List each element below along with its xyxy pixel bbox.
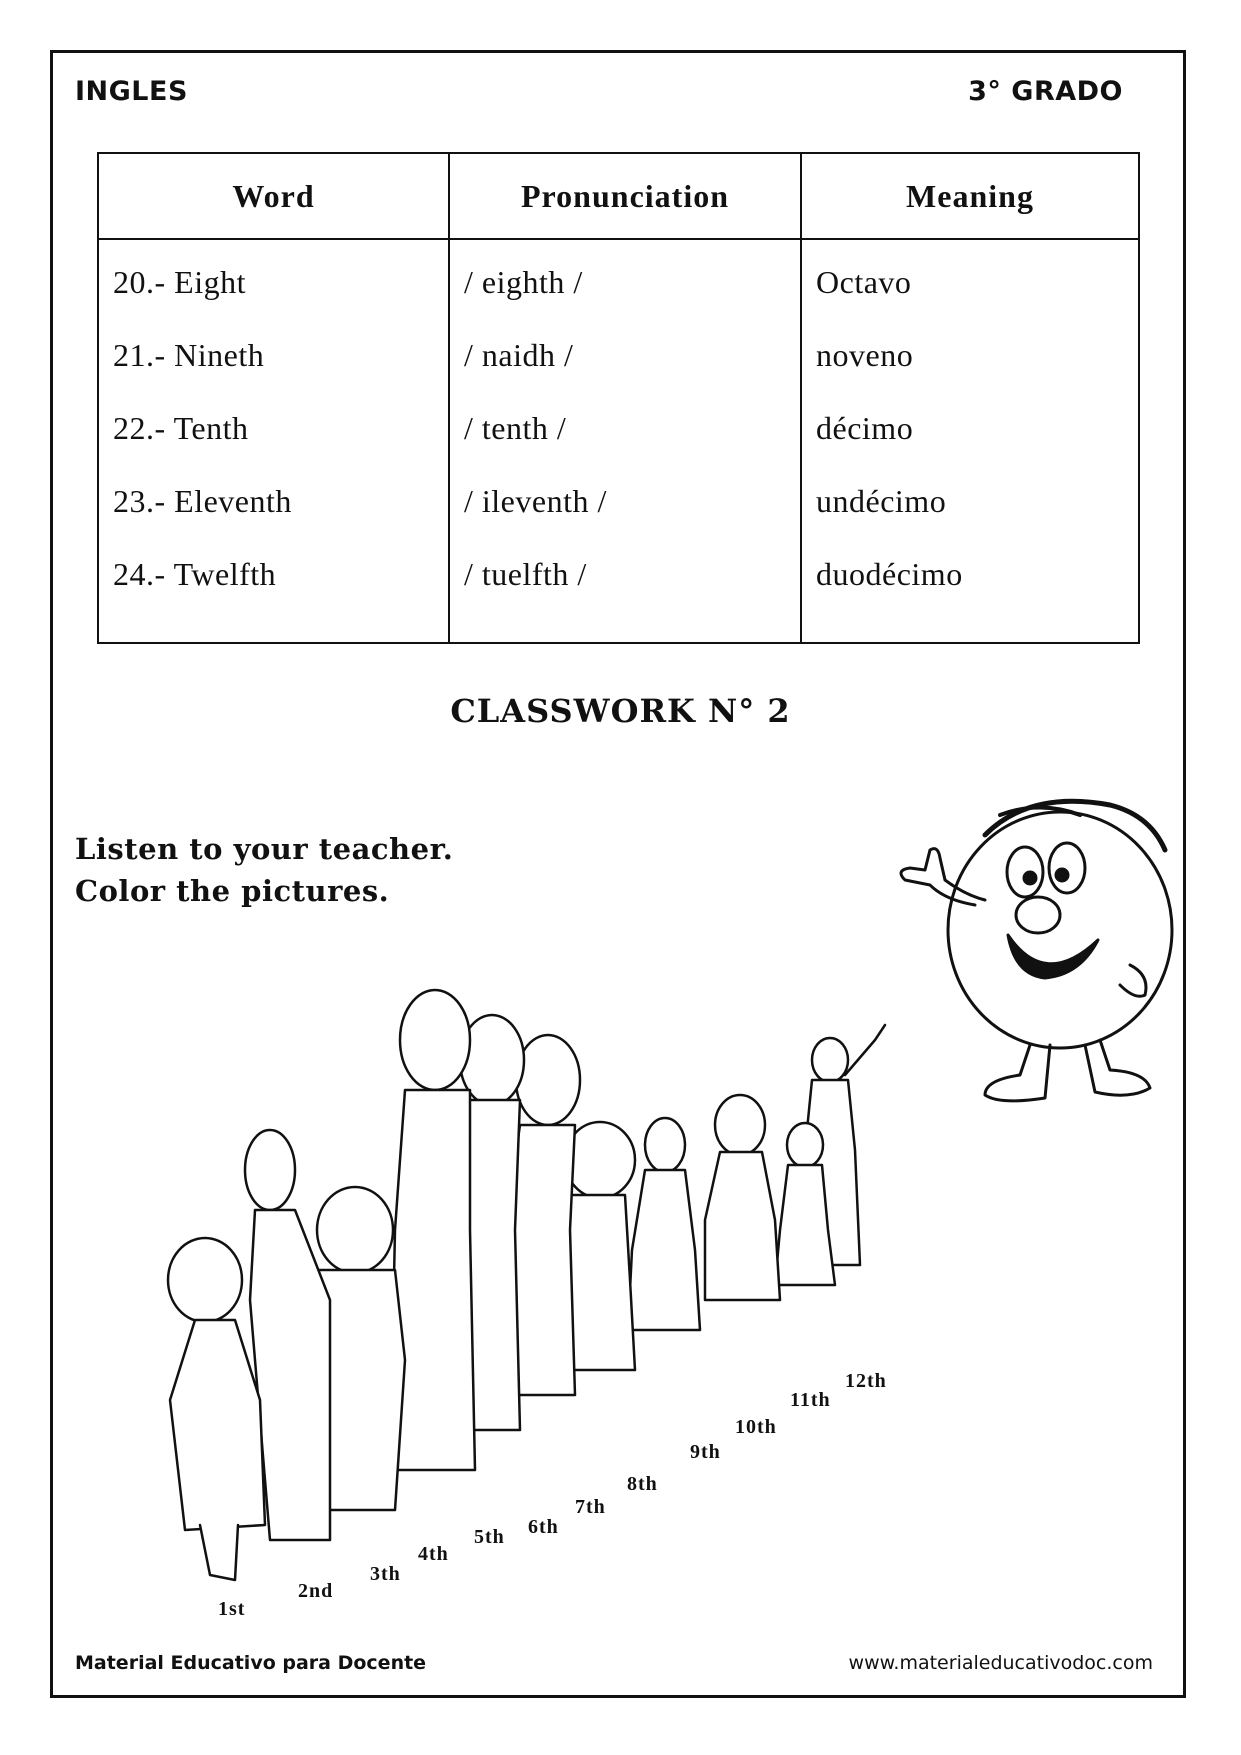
ordinal-label: 10th	[735, 1416, 777, 1438]
ordinal-label: 5th	[474, 1526, 505, 1548]
pronunciation-cell: / eighth /	[464, 264, 583, 300]
column-header-pronunciation: Pronunciation	[449, 153, 801, 239]
subject-label: INGLES	[75, 76, 188, 107]
meaning-cell: noveno	[816, 337, 914, 373]
grade-label: 3° GRADO	[968, 76, 1123, 107]
word-cell: 22.- Tenth	[113, 410, 249, 446]
footer-publisher: Material Educativo para Docente	[75, 1652, 427, 1674]
cartoon-mascot-illustration	[901, 801, 1172, 1101]
ordinal-label: 12th	[845, 1370, 887, 1392]
ordinal-label: 6th	[528, 1516, 559, 1538]
column-header-word: Word	[98, 153, 449, 239]
meaning-cell: décimo	[816, 410, 914, 446]
ordinal-label: 1st	[218, 1598, 246, 1620]
children-line-illustration	[168, 990, 885, 1580]
ordinal-label: 4th	[418, 1543, 449, 1565]
word-cell: 20.- Eight	[113, 264, 246, 300]
word-cell: 24.- Twelfth	[113, 556, 277, 592]
column-header-meaning: Meaning	[801, 153, 1139, 239]
ordinal-label: 2nd	[298, 1580, 334, 1602]
pronunciation-cell: / tuelfth /	[464, 556, 587, 592]
ordinal-label: 9th	[690, 1441, 721, 1463]
instruction-line: Color the pictures.	[75, 874, 390, 908]
word-cell: 23.- Eleventh	[113, 483, 292, 519]
meaning-cell: undécimo	[816, 483, 947, 519]
pronunciation-cell: / naidh /	[464, 337, 574, 373]
meaning-cell: duodécimo	[816, 556, 963, 592]
ordinal-label: 11th	[790, 1389, 831, 1411]
word-cell: 21.- Nineth	[113, 337, 265, 373]
classwork-title: CLASSWORK N° 2	[450, 692, 791, 730]
pronunciation-cell: / ileventh /	[464, 483, 607, 519]
instruction-line: Listen to your teacher.	[75, 832, 454, 866]
ordinal-label: 3th	[370, 1563, 401, 1585]
meaning-cell: Octavo	[816, 264, 912, 300]
pronunciation-cell: / tenth /	[464, 410, 567, 446]
ordinal-label: 7th	[575, 1496, 606, 1518]
ordinal-label: 8th	[627, 1473, 658, 1495]
footer-website-link[interactable]: www.materialeducativodoc.com	[848, 1652, 1153, 1674]
